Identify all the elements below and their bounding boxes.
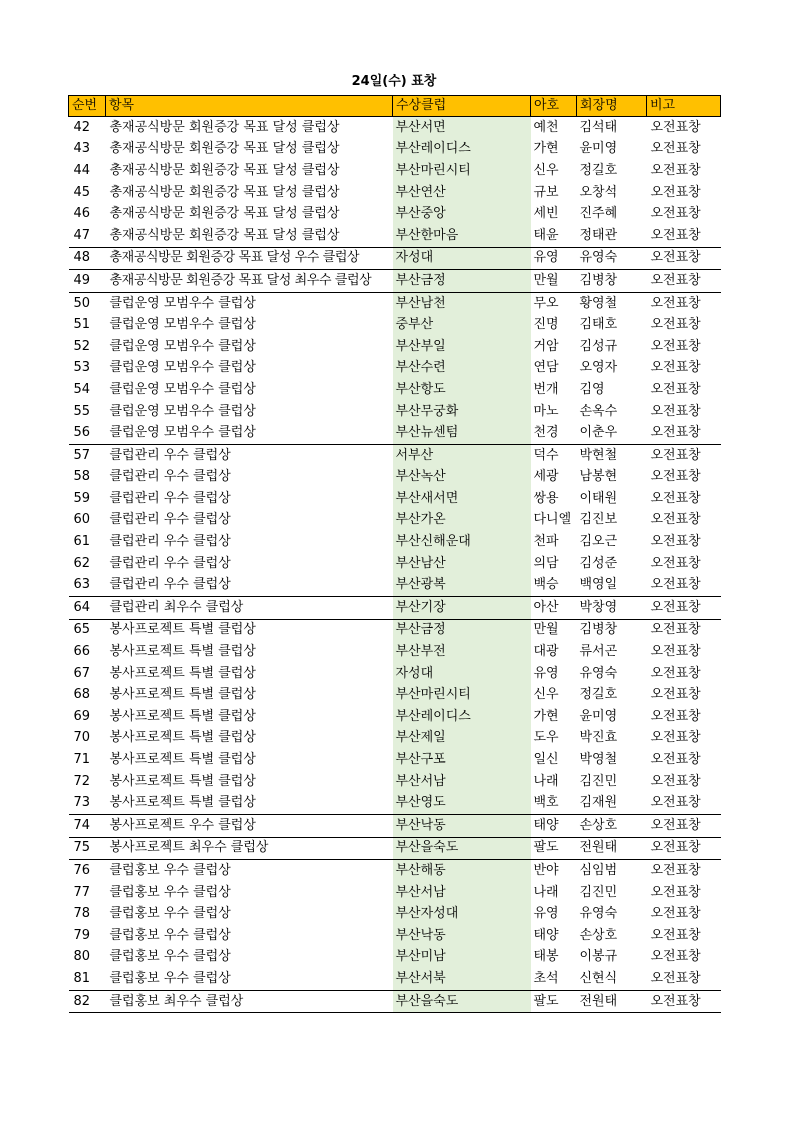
cell-president: 정태관: [577, 225, 647, 247]
cell-seq: 71: [73, 752, 91, 768]
cell-president: 김영: [579, 381, 605, 397]
cell-nickname: 나래: [533, 884, 559, 900]
cell-seq: 82: [69, 990, 106, 1013]
cell-item: 클럽관리 우수 클럽상: [109, 490, 231, 506]
table-row: [69, 925, 721, 947]
cell-club: 부산수련: [393, 358, 531, 380]
table-row: [69, 247, 721, 270]
cell-club: 부산항도: [393, 379, 531, 401]
cell-club: 부산을숙도: [393, 837, 531, 860]
cell-president: 정길호: [579, 162, 618, 178]
cell-seq: 78: [73, 906, 91, 922]
cell-club: 부산연산: [393, 182, 531, 204]
cell-club: 부산신해운대: [393, 531, 531, 553]
header-item: 항목: [106, 96, 393, 117]
cell-item: 봉사프로젝트 특별 클럽상: [109, 708, 256, 724]
cell-president: 김성준: [579, 555, 618, 571]
cell-seq: 70: [73, 730, 91, 746]
cell-note: 오전표창: [647, 597, 721, 620]
cell-item: 총재공식방문 회원증강 목표 달성 최우수 클럽상: [106, 270, 393, 293]
cell-club: 부산자성대: [393, 903, 531, 925]
cell-note: 오전표창: [650, 555, 701, 571]
cell-president: 신현식: [577, 968, 647, 990]
table-row: [69, 182, 721, 204]
cell-club: 부산낙동: [393, 925, 531, 947]
header-club: 수상클럽: [393, 96, 531, 117]
cell-note: 오전표창: [647, 270, 721, 293]
cell-seq: 44: [73, 162, 91, 178]
cell-president: 김재원: [577, 792, 647, 814]
table-row: [69, 947, 721, 969]
cell-note: 오전표창: [650, 403, 701, 419]
cell-seq: 79: [73, 927, 91, 943]
cell-club: 부산미남: [393, 947, 531, 969]
cell-nickname: 쌍용: [533, 490, 559, 506]
cell-club: 부산뉴센텀: [393, 422, 531, 444]
cell-president: 진주혜: [579, 206, 618, 222]
cell-club: 부산낙동: [393, 815, 531, 838]
table-row: [69, 749, 721, 771]
cell-nickname: 덕수: [533, 447, 559, 463]
cell-president: 정길호: [579, 687, 618, 703]
cell-item: 클럽운영 모범우수 클럽상: [106, 422, 393, 444]
cell-nickname: 초석: [531, 968, 577, 990]
cell-seq: 67: [73, 665, 91, 681]
cell-seq: 81: [69, 968, 106, 990]
table-row: [69, 422, 721, 444]
cell-nickname: 태봉: [533, 949, 559, 965]
table-row: [69, 336, 721, 358]
table-row: [69, 574, 721, 596]
cell-item: 봉사프로젝트 특별 클럽상: [109, 687, 256, 703]
cell-president: 유영숙: [577, 247, 647, 270]
cell-seq: 60: [73, 512, 91, 528]
cell-president: 김석태: [579, 119, 618, 135]
cell-item: 총재공식방문 회원증강 목표 달성 클럽상: [109, 119, 340, 135]
cell-note: 오전표창: [650, 906, 701, 922]
cell-note: 오전표창: [650, 119, 701, 135]
table-row: [69, 314, 721, 336]
cell-president: 김병창: [579, 622, 618, 638]
cell-item: 총재공식방문 회원증강 목표 달성 클럽상: [106, 225, 393, 247]
table-row: [69, 815, 721, 838]
table-row: [69, 792, 721, 814]
cell-president: 남봉현: [579, 469, 618, 485]
cell-president: 손상호: [579, 927, 618, 943]
cell-nickname: 신우: [533, 162, 559, 178]
cell-note: 오전표창: [650, 141, 701, 157]
cell-seq: 72: [73, 773, 91, 789]
cell-president: 황영철: [579, 295, 618, 311]
cell-item: 클럽관리 우수 클럽상: [106, 574, 393, 596]
cell-president: 심임범: [579, 862, 618, 878]
table-row: [69, 903, 721, 925]
cell-nickname: 무오: [533, 295, 559, 311]
table-row: [69, 160, 721, 182]
header-president: 회장명: [577, 96, 647, 117]
table-row: [69, 968, 721, 990]
cell-nickname: 반야: [533, 862, 559, 878]
cell-president: 김성규: [579, 338, 618, 354]
cell-nickname: 진명: [533, 317, 559, 333]
cell-seq: 59: [73, 490, 91, 506]
cell-nickname: 천경: [531, 422, 577, 444]
cell-seq: 53: [73, 360, 91, 376]
cell-item: 총재공식방문 회원증강 목표 달성 클럽상: [109, 141, 340, 157]
header-note: 비고: [647, 96, 721, 117]
cell-item: 총재공식방문 회원증강 목표 달성 우수 클럽상: [106, 247, 393, 270]
table-row: [69, 837, 721, 860]
cell-nickname: 천파: [533, 534, 559, 550]
cell-club: 부산남산: [393, 553, 531, 575]
cell-item: 총재공식방문 회원증강 목표 달성 클럽상: [109, 162, 340, 178]
cell-seq: 50: [73, 295, 91, 311]
cell-club: 중부산: [393, 314, 531, 336]
table-row: [69, 358, 721, 380]
cell-seq: 65: [73, 622, 91, 638]
cell-item: 클럽관리 우수 클럽상: [109, 469, 231, 485]
cell-president: 손옥수: [579, 403, 618, 419]
cell-president: 전원태: [577, 990, 647, 1013]
cell-nickname: 팔도: [531, 990, 577, 1013]
cell-note: 오전표창: [650, 469, 701, 485]
cell-nickname: 번개: [533, 381, 559, 397]
cell-club: 부산중앙: [393, 203, 531, 225]
cell-seq: 47: [69, 225, 106, 247]
cell-nickname: 도우: [533, 730, 559, 746]
cell-item: 클럽홍보 우수 클럽상: [109, 884, 231, 900]
cell-club: 부산녹산: [393, 467, 531, 489]
cell-club: 부산영도: [393, 792, 531, 814]
cell-note: 오전표창: [650, 708, 701, 724]
cell-item: 봉사프로젝트 특별 클럽상: [109, 622, 256, 638]
cell-item: 클럽홍보 우수 클럽상: [109, 927, 231, 943]
cell-seq: 66: [73, 644, 91, 660]
cell-nickname: 태양: [531, 815, 577, 838]
cell-president: 류서곤: [579, 644, 618, 660]
cell-note: 오전표창: [650, 884, 701, 900]
cell-item: 클럽관리 우수 클럽상: [109, 534, 231, 550]
table-row: [69, 663, 721, 685]
cell-president: 김진보: [579, 512, 618, 528]
cell-seq: 49: [69, 270, 106, 293]
cell-club: 부산구포: [393, 749, 531, 771]
cell-seq: 48: [69, 247, 106, 270]
cell-nickname: 세광: [533, 469, 559, 485]
cell-club: 부산기장: [393, 597, 531, 620]
cell-seq: 56: [69, 422, 106, 444]
cell-seq: 57: [73, 447, 91, 463]
cell-item: 총재공식방문 회원증강 목표 달성 클럽상: [109, 206, 340, 222]
cell-note: 오전표창: [650, 317, 701, 333]
cell-item: 클럽운영 모범우수 클럽상: [109, 403, 256, 419]
table-row: [69, 510, 721, 532]
cell-note: 오전표창: [650, 927, 701, 943]
cell-item: 클럽홍보 우수 클럽상: [106, 968, 393, 990]
cell-note: 오전표창: [647, 225, 721, 247]
cell-item: 봉사프로젝트 특별 클럽상: [106, 792, 393, 814]
table-row: [69, 860, 721, 882]
cell-nickname: 마노: [533, 403, 559, 419]
cell-note: 오전표창: [650, 338, 701, 354]
cell-president: 윤미영: [579, 708, 618, 724]
cell-president: 박진효: [579, 730, 618, 746]
cell-nickname: 유영: [531, 247, 577, 270]
cell-nickname: 태양: [533, 927, 559, 943]
cell-seq: 76: [73, 862, 91, 878]
cell-item: 봉사프로젝트 특별 클럽상: [109, 773, 256, 789]
cell-note: 오전표창: [650, 447, 701, 463]
cell-club: 부산금정: [393, 619, 531, 641]
cell-seq: 42: [73, 119, 91, 135]
table-row: [69, 488, 721, 510]
cell-club: 부산서북: [393, 968, 531, 990]
cell-item: 클럽운영 모범우수 클럽상: [109, 338, 256, 354]
cell-item: 봉사프로젝트 특별 클럽상: [109, 730, 256, 746]
cell-seq: 46: [73, 206, 91, 222]
cell-president: 전원태: [577, 837, 647, 860]
cell-nickname: 백호: [531, 792, 577, 814]
cell-seq: 63: [69, 574, 106, 596]
cell-president: 김진민: [579, 884, 618, 900]
table-header-row: [69, 96, 721, 117]
cell-seq: 55: [73, 403, 91, 419]
cell-seq: 73: [69, 792, 106, 814]
cell-note: 오전표창: [650, 687, 701, 703]
cell-note: 오전표창: [650, 381, 701, 397]
cell-club: 부산레이디스: [393, 139, 531, 161]
table-row: [69, 531, 721, 553]
cell-nickname: 세빈: [533, 206, 559, 222]
table-row: [69, 467, 721, 489]
cell-club: 부산마린시티: [393, 160, 531, 182]
cell-note: 오전표창: [650, 665, 701, 681]
cell-nickname: 아산: [531, 597, 577, 620]
table-row: [69, 728, 721, 750]
table-row: [69, 619, 721, 641]
cell-president: 박현철: [579, 447, 618, 463]
cell-note: 오전표창: [647, 574, 721, 596]
cell-club: 부산가온: [393, 510, 531, 532]
cell-seq: 77: [73, 884, 91, 900]
cell-president: 김병창: [577, 270, 647, 293]
cell-note: 오전표창: [650, 490, 701, 506]
table-row: [69, 553, 721, 575]
cell-item: 총재공식방문 회원증강 목표 달성 클럽상: [109, 184, 340, 200]
table-row: [69, 444, 721, 466]
cell-nickname: 만월: [531, 270, 577, 293]
cell-nickname: 가현: [533, 708, 559, 724]
cell-seq: 43: [73, 141, 91, 157]
cell-president: 윤미영: [579, 141, 618, 157]
table-row: [69, 117, 721, 139]
cell-nickname: 만월: [533, 622, 559, 638]
cell-seq: 74: [69, 815, 106, 838]
cell-nickname: 연담: [533, 360, 559, 376]
cell-nickname: 유영: [533, 906, 559, 922]
header-nickname: 아호: [531, 96, 577, 117]
cell-club: 부산무궁화: [393, 401, 531, 423]
cell-seq: 45: [73, 184, 91, 200]
table-row: [69, 706, 721, 728]
table-row: [69, 882, 721, 904]
cell-club: 자성대: [393, 663, 531, 685]
cell-note: 오전표창: [650, 644, 701, 660]
table-row: [69, 684, 721, 706]
cell-note: 오전표창: [647, 247, 721, 270]
cell-note: 오전표창: [647, 422, 721, 444]
cell-nickname: 가현: [533, 141, 559, 157]
cell-nickname: 대광: [533, 644, 559, 660]
cell-note: 오전표창: [647, 815, 721, 838]
cell-item: 클럽관리 우수 클럽상: [109, 555, 231, 571]
cell-note: 오전표창: [650, 360, 701, 376]
cell-seq: 75: [69, 837, 106, 860]
cell-president: 유영숙: [579, 906, 618, 922]
cell-item: 클럽관리 우수 클럽상: [109, 447, 231, 463]
cell-note: 오전표창: [650, 534, 701, 550]
cell-item: 클럽홍보 우수 클럽상: [109, 906, 231, 922]
table-row: [69, 401, 721, 423]
cell-seq: 62: [73, 555, 91, 571]
cell-president: 백영일: [577, 574, 647, 596]
table-row: [69, 641, 721, 663]
cell-president: 김태호: [579, 317, 618, 333]
cell-president: 박영철: [579, 752, 618, 768]
cell-note: 오전표창: [650, 184, 701, 200]
cell-club: 서부산: [393, 444, 531, 466]
cell-president: 유영숙: [579, 665, 618, 681]
cell-club: 부산해동: [393, 860, 531, 882]
cell-club: 부산남천: [393, 292, 531, 314]
cell-club: 자성대: [393, 247, 531, 270]
cell-club: 부산부전: [393, 641, 531, 663]
cell-item: 봉사프로젝트 최우수 클럽상: [106, 837, 393, 860]
cell-item: 봉사프로젝트 우수 클럽상: [106, 815, 393, 838]
cell-item: 클럽홍보 우수 클럽상: [109, 949, 231, 965]
cell-item: 클럽홍보 최우수 클럽상: [106, 990, 393, 1013]
cell-seq: 64: [69, 597, 106, 620]
cell-nickname: 다니엘: [533, 512, 572, 528]
cell-seq: 58: [73, 469, 91, 485]
cell-seq: 52: [73, 338, 91, 354]
table-row: [69, 597, 721, 620]
table-row: [69, 225, 721, 247]
cell-note: 오전표창: [650, 162, 701, 178]
cell-item: 클럽홍보 우수 클럽상: [109, 862, 231, 878]
table-row: [69, 292, 721, 314]
cell-club: 부산새서면: [393, 488, 531, 510]
cell-nickname: 나래: [533, 773, 559, 789]
table-row: [69, 139, 721, 161]
cell-club: 부산금정: [393, 270, 531, 293]
cell-nickname: 의담: [533, 555, 559, 571]
cell-nickname: 백승: [531, 574, 577, 596]
cell-seq: 69: [73, 708, 91, 724]
cell-note: 오전표창: [650, 512, 701, 528]
cell-nickname: 일신: [533, 752, 559, 768]
cell-nickname: 신우: [533, 687, 559, 703]
cell-note: 오전표창: [650, 206, 701, 222]
cell-president: 박창영: [577, 597, 647, 620]
table-row: [69, 379, 721, 401]
cell-nickname: 규보: [533, 184, 559, 200]
cell-club: 부산레이디스: [393, 706, 531, 728]
cell-item: 봉사프로젝트 특별 클럽상: [109, 752, 256, 768]
cell-president: 김진민: [579, 773, 618, 789]
cell-note: 오전표창: [650, 862, 701, 878]
cell-note: 오전표창: [650, 773, 701, 789]
cell-seq: 54: [73, 381, 91, 397]
cell-president: 이태원: [579, 490, 618, 506]
cell-seq: 51: [73, 317, 91, 333]
cell-president: 이춘우: [577, 422, 647, 444]
cell-item: 클럽관리 우수 클럽상: [109, 512, 231, 528]
cell-club: 부산부일: [393, 336, 531, 358]
cell-club: 부산서남: [393, 771, 531, 793]
cell-nickname: 유영: [533, 665, 559, 681]
cell-note: 오전표창: [650, 295, 701, 311]
cell-item: 클럽운영 모범우수 클럽상: [109, 295, 256, 311]
cell-item: 클럽운영 모범우수 클럽상: [109, 317, 256, 333]
table-row: [69, 270, 721, 293]
cell-club: 부산을숙도: [393, 990, 531, 1013]
cell-nickname: 거암: [533, 338, 559, 354]
cell-note: 오전표창: [650, 752, 701, 768]
cell-nickname: 태윤: [531, 225, 577, 247]
cell-club: 부산서남: [393, 882, 531, 904]
cell-club: 부산제일: [393, 728, 531, 750]
cell-club: 부산마린시티: [393, 684, 531, 706]
cell-note: 오전표창: [647, 792, 721, 814]
cell-president: 오창석: [579, 184, 618, 200]
cell-president: 오영자: [579, 360, 618, 376]
cell-seq: 61: [73, 534, 91, 550]
cell-item: 클럽운영 모범우수 클럽상: [109, 360, 256, 376]
cell-note: 오전표창: [647, 837, 721, 860]
cell-note: 오전표창: [650, 622, 701, 638]
cell-item: 클럽운영 모범우수 클럽상: [109, 381, 256, 397]
awards-table: [68, 95, 721, 1013]
cell-president: 이봉규: [579, 949, 618, 965]
cell-president: 손상호: [577, 815, 647, 838]
cell-club: 부산광복: [393, 574, 531, 596]
cell-note: 오전표창: [647, 990, 721, 1013]
table-row: [69, 990, 721, 1013]
cell-item: 클럽관리 최우수 클럽상: [106, 597, 393, 620]
cell-club: 부산서면: [393, 117, 531, 139]
cell-item: 봉사프로젝트 특별 클럽상: [109, 665, 256, 681]
table-row: [69, 771, 721, 793]
cell-note: 오전표창: [650, 730, 701, 746]
cell-seq: 80: [73, 949, 91, 965]
table-row: [69, 203, 721, 225]
cell-note: 오전표창: [647, 968, 721, 990]
cell-president: 김오근: [579, 534, 618, 550]
header-seq: 순번: [69, 96, 106, 117]
cell-note: 오전표창: [650, 949, 701, 965]
cell-club: 부산한마음: [393, 225, 531, 247]
page-title: 24일(수) 표창: [351, 74, 437, 89]
cell-nickname: 팔도: [531, 837, 577, 860]
cell-seq: 68: [73, 687, 91, 703]
cell-nickname: 예천: [533, 119, 559, 135]
cell-item: 봉사프로젝트 특별 클럽상: [109, 644, 256, 660]
